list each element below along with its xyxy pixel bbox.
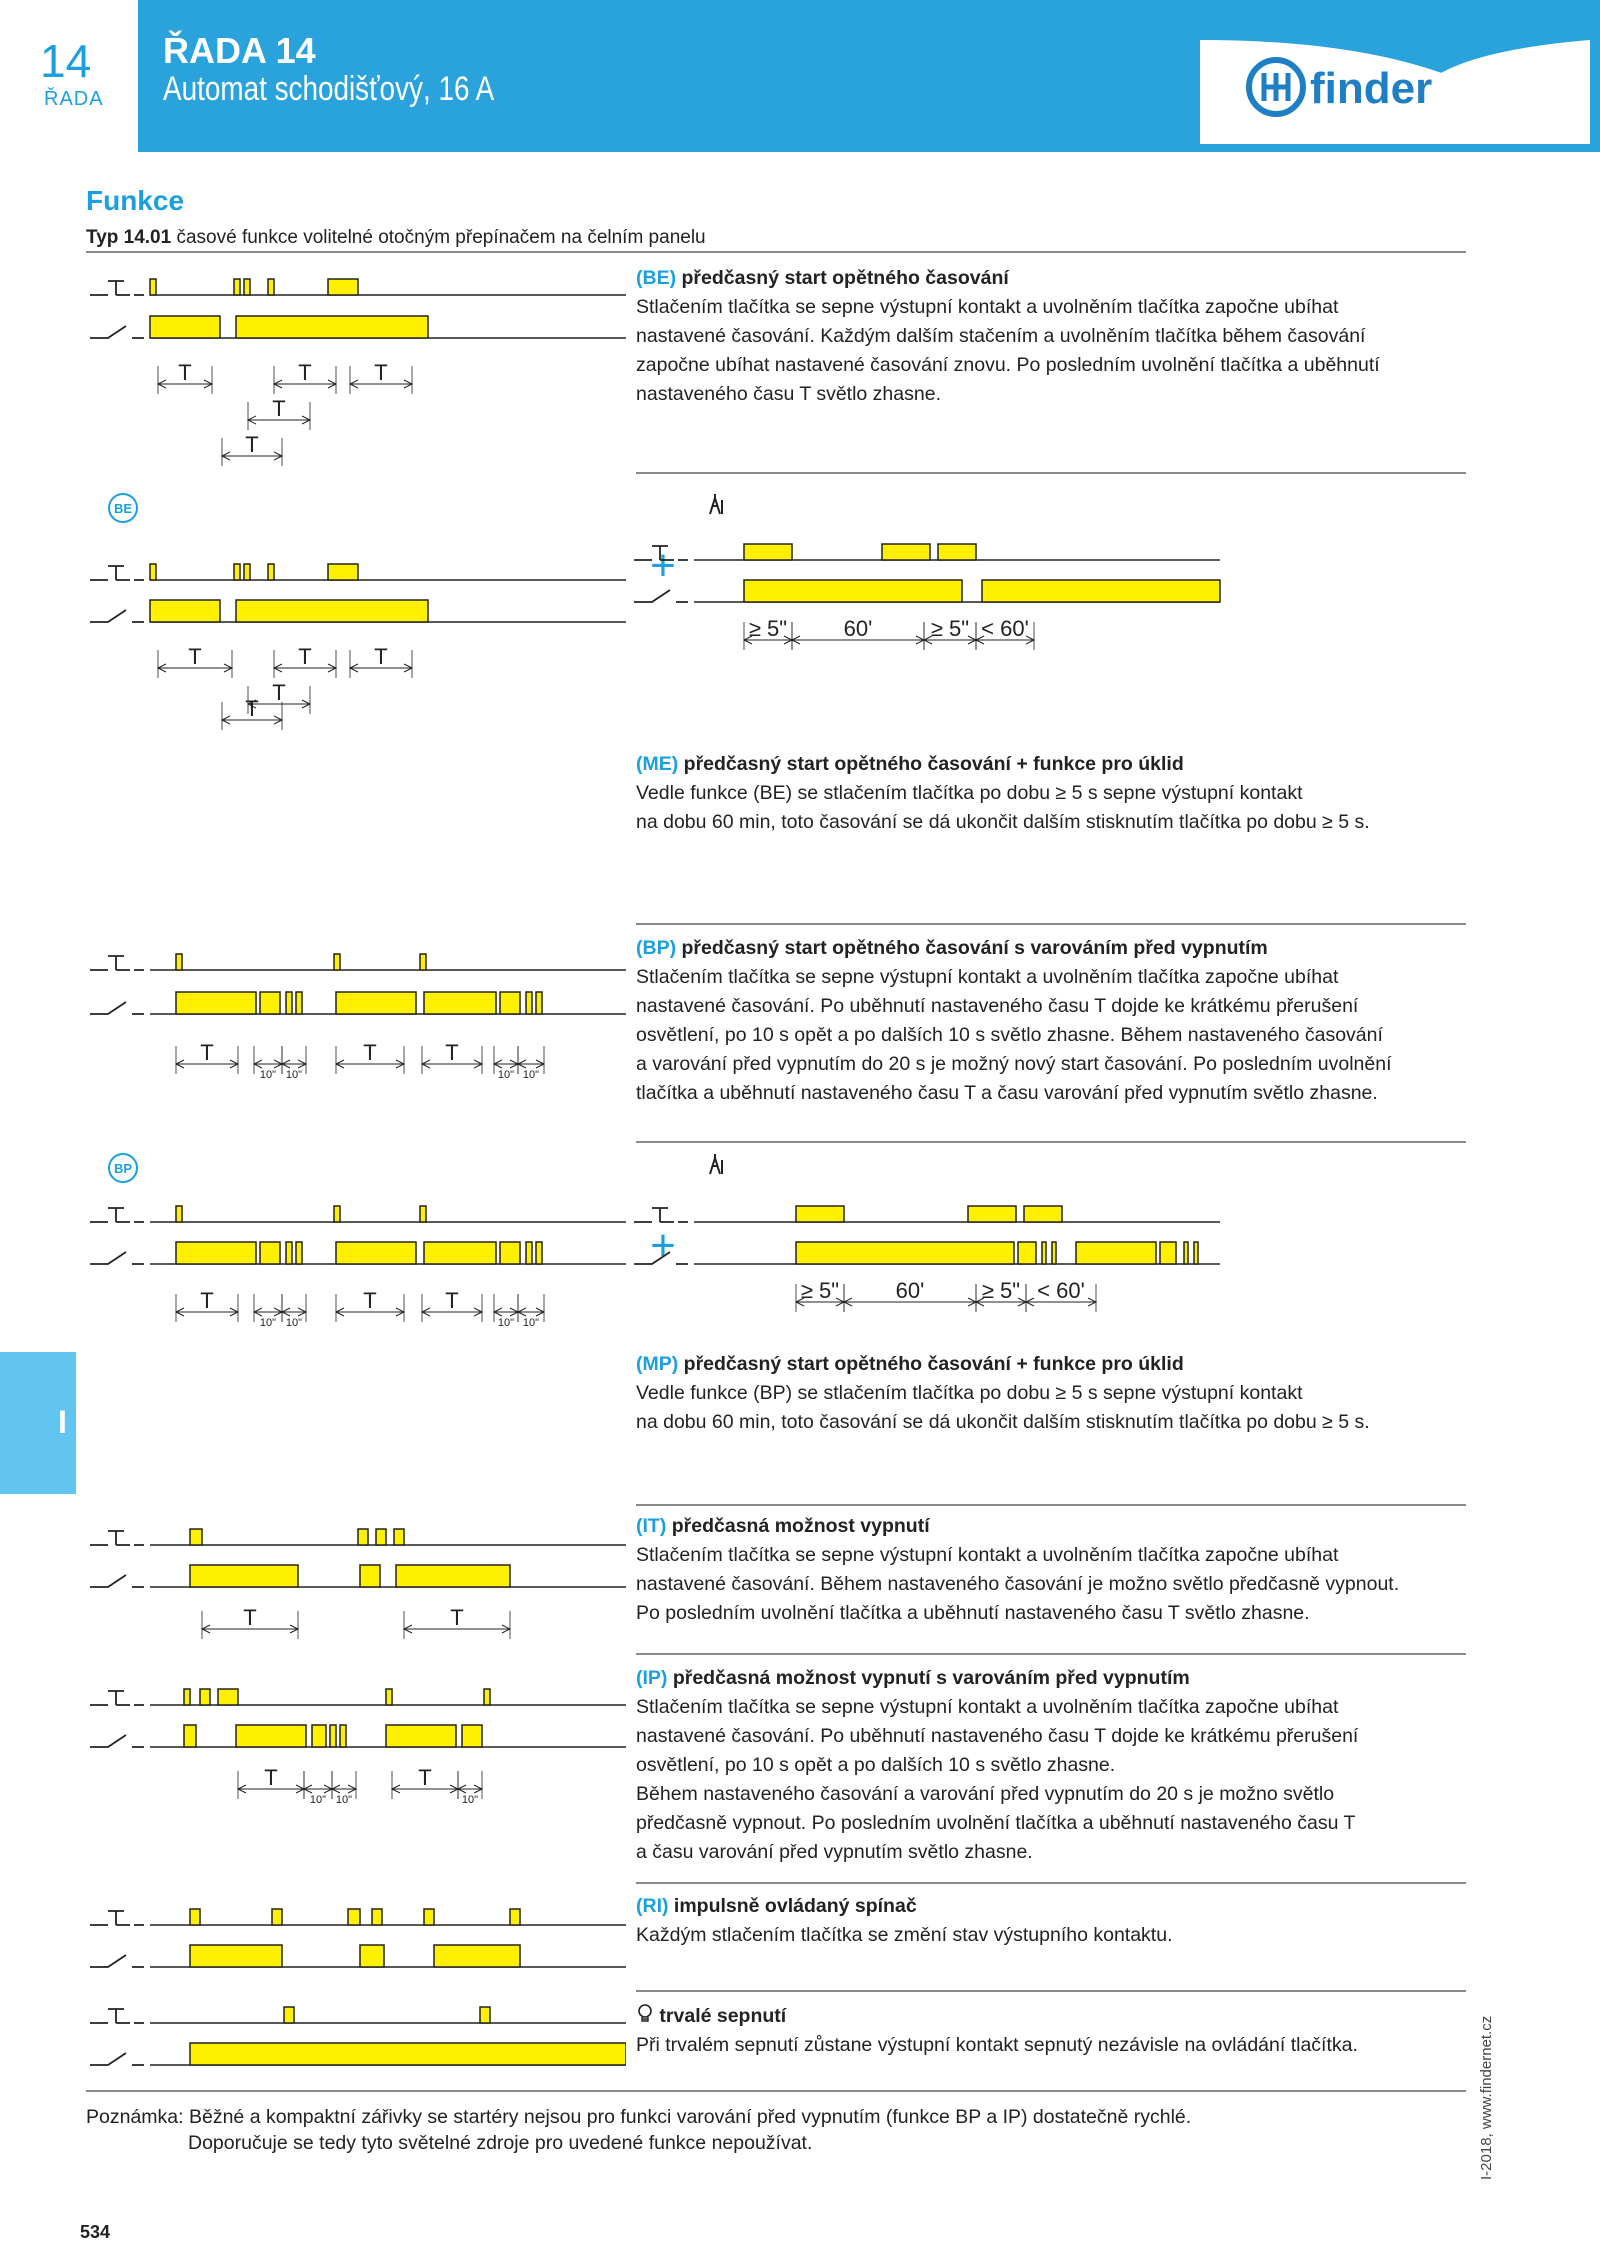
signal-pulse bbox=[1184, 1242, 1188, 1264]
divider bbox=[636, 1882, 1466, 1884]
signal-pulse bbox=[176, 992, 256, 1014]
signal-pulse bbox=[184, 1725, 196, 1747]
signal-pulse bbox=[376, 1529, 386, 1545]
signal-pulse bbox=[336, 1242, 416, 1264]
signal-pulse bbox=[536, 1242, 542, 1264]
signal-pulse bbox=[796, 1206, 844, 1222]
signal-pulse bbox=[744, 580, 962, 602]
contact-symbol bbox=[90, 1252, 144, 1264]
dimension-label: T bbox=[363, 1288, 377, 1313]
signal-pulse bbox=[190, 1909, 200, 1925]
signal-pulse bbox=[286, 992, 292, 1014]
dimension-label: T bbox=[245, 432, 259, 457]
signal-pulse bbox=[260, 1242, 280, 1264]
pushbutton-symbol bbox=[90, 1691, 144, 1705]
dimension-label: T bbox=[418, 1765, 432, 1790]
function-desc-line: Stlačením tlačítka se sepne výstupní kontakt a uvolněním tlačítka započne ubíhat bbox=[636, 1544, 1339, 1566]
dimension-label-small: 10" bbox=[285, 1317, 303, 1329]
plus-sign: + bbox=[650, 1221, 676, 1270]
contact-symbol bbox=[90, 1002, 144, 1014]
function-mp-text bbox=[636, 1350, 1466, 1437]
signal-pulse bbox=[268, 279, 274, 295]
page-number: 534 bbox=[80, 2222, 111, 2242]
dimension-label: T bbox=[272, 396, 286, 421]
vertical-footer-text: I-2018, www.findernet.cz bbox=[1478, 2015, 1495, 2180]
dimension-label: 60' bbox=[895, 1278, 925, 1303]
dimension-label-small: 10" bbox=[497, 1069, 515, 1081]
divider bbox=[636, 1141, 1466, 1143]
signal-pulse bbox=[968, 1206, 1016, 1222]
contact-symbol bbox=[634, 590, 688, 602]
timing-diagram-be bbox=[86, 260, 626, 470]
dimension-label: T bbox=[178, 360, 192, 385]
dimension-label: T bbox=[298, 644, 312, 669]
dimension-label-small: 10" bbox=[309, 1794, 327, 1805]
signal-pulse bbox=[796, 1242, 1014, 1264]
signal-pulse bbox=[218, 1689, 238, 1705]
dimension-label: ≥ 5" bbox=[748, 616, 788, 641]
dimension-label: < 60' bbox=[981, 616, 1029, 641]
dimension-label: ≥ 5" bbox=[930, 616, 970, 641]
function-code: (MP) bbox=[636, 1353, 679, 1375]
side-tab-label: I bbox=[58, 1404, 67, 1440]
signal-pulse bbox=[234, 564, 240, 580]
signal-pulse bbox=[360, 1565, 380, 1587]
signal-pulse bbox=[1160, 1242, 1176, 1264]
signal-pulse bbox=[420, 1206, 426, 1222]
pushbutton-symbol bbox=[90, 281, 144, 295]
footnote bbox=[86, 2102, 1191, 2132]
dimension-label-small: 10" bbox=[522, 1069, 540, 1081]
function-desc-line: osvětlení, po 10 s opět a po dalších 10 s světlo zhasne. Během nastaveného časování bbox=[636, 1024, 1383, 1046]
signal-pulse bbox=[286, 1242, 292, 1264]
footnote-line1: Běžné a kompaktní zářivky se startéry nejsou pro funkci varování před vypnutím (funkce BP a IP) dostatečně rychlé. bbox=[183, 2106, 1192, 2128]
function-code: (IP) bbox=[636, 1667, 668, 1689]
signal-pulse bbox=[236, 316, 428, 338]
function-desc-line: a varování před vypnutím do 20 s je možný nový start časování. Po posledním uvolnění bbox=[636, 1053, 1392, 1075]
function-code: (IT) bbox=[636, 1515, 667, 1537]
signal-pulse bbox=[336, 992, 416, 1014]
signal-pulse bbox=[420, 954, 426, 970]
signal-pulse bbox=[1042, 1242, 1046, 1264]
header-series-box bbox=[0, 0, 138, 150]
timing-diagram-ri bbox=[86, 1895, 626, 1995]
contact-symbol bbox=[90, 1575, 144, 1587]
footnote-line2: Doporučuje se tedy tyto světelné zdroje pro uvedené funkce nepoužívat. bbox=[188, 2132, 813, 2154]
plus-sign: + bbox=[650, 541, 676, 590]
svg-text:finder: finder bbox=[1310, 64, 1433, 113]
function-desc-line: nastavené časování. Během nastaveného časování je možno světlo předčasně vypnout. bbox=[636, 1573, 1400, 1595]
dimension-label-small: 10" bbox=[259, 1069, 277, 1081]
signal-pulse bbox=[1024, 1206, 1062, 1222]
signal-pulse bbox=[340, 1725, 346, 1747]
signal-pulse bbox=[200, 1689, 210, 1705]
signal-pulse bbox=[296, 1242, 302, 1264]
signal-pulse bbox=[260, 992, 280, 1014]
page-subtitle: Automat schodišťový, 16 A bbox=[163, 70, 495, 108]
dimension-label: T bbox=[363, 1040, 377, 1065]
signal-pulse bbox=[150, 600, 220, 622]
signal-pulse bbox=[284, 2007, 294, 2023]
function-desc-line: Vedle funkce (BE) se stlačením tlačítka po dobu ≥ 5 s sepne výstupní kontakt bbox=[636, 782, 1303, 804]
section-subtitle-type: Typ 14.01 bbox=[86, 227, 172, 248]
dimension-label: T bbox=[243, 1605, 257, 1630]
signal-pulse bbox=[184, 1689, 190, 1705]
dimension-label-small: 10" bbox=[497, 1317, 515, 1329]
signal-pulse bbox=[176, 954, 182, 970]
signal-pulse bbox=[1194, 1242, 1198, 1264]
signal-pulse bbox=[348, 1909, 360, 1925]
function-title: předčasná možnost vypnutí s varováním před vypnutím bbox=[667, 1667, 1190, 1689]
function-bp-text bbox=[636, 934, 1466, 1108]
function-desc-line: Vedle funkce (BP) se stlačením tlačítka po dobu ≥ 5 s sepne výstupní kontakt bbox=[636, 1382, 1303, 1404]
signal-pulse bbox=[244, 564, 250, 580]
dimension-label: ≥ 5" bbox=[800, 1278, 840, 1303]
signal-pulse bbox=[272, 1909, 282, 1925]
signal-pulse bbox=[526, 992, 532, 1014]
signal-pulse bbox=[462, 1725, 482, 1747]
function-badge-label: BP bbox=[113, 1161, 133, 1176]
signal-pulse bbox=[190, 1565, 298, 1587]
dimension-label: T bbox=[450, 1605, 464, 1630]
pushbutton-symbol bbox=[90, 2009, 144, 2023]
dimension-label: T bbox=[188, 644, 202, 669]
dimension-label: T bbox=[200, 1040, 214, 1065]
function-desc-line: nastavené časování. Po uběhnutí nastaveného času T dojde ke krátkému přerušení bbox=[636, 1725, 1359, 1747]
signal-pulse bbox=[484, 1689, 490, 1705]
pushbutton-symbol bbox=[90, 956, 144, 970]
function-desc-line: a času varování před vypnutím světlo zhasne. bbox=[636, 1841, 1033, 1863]
dimension-label: T bbox=[374, 360, 388, 385]
signal-pulse bbox=[526, 1242, 532, 1264]
signal-pulse bbox=[150, 316, 220, 338]
bulb-icon bbox=[636, 2003, 654, 2025]
timing-diagram-permanent bbox=[86, 1995, 626, 2090]
signal-pulse bbox=[328, 279, 358, 295]
cleaning-person-icon bbox=[710, 494, 722, 514]
dimension-label-small: 10" bbox=[461, 1794, 479, 1805]
signal-pulse bbox=[386, 1725, 456, 1747]
finder-logo bbox=[1200, 40, 1590, 144]
contact-symbol bbox=[90, 326, 144, 338]
series-word: ŘADA bbox=[44, 88, 104, 110]
signal-pulse bbox=[424, 992, 496, 1014]
timing-diagram-be-full bbox=[86, 490, 626, 730]
dimension-label: < 60' bbox=[1037, 1278, 1085, 1303]
signal-pulse bbox=[150, 279, 156, 295]
function-desc-line: Každým stlačením tlačítka se změní stav výstupního kontaktu. bbox=[636, 1924, 1173, 1946]
timing-diagram-bp bbox=[86, 930, 626, 1100]
cleaning-person-icon bbox=[710, 1154, 722, 1174]
page-title: ŘADA 14 bbox=[163, 30, 316, 71]
signal-pulse bbox=[358, 1529, 368, 1545]
function-badge-label: BE bbox=[113, 501, 133, 516]
dimension-label: T bbox=[200, 1288, 214, 1313]
contact-symbol bbox=[90, 2053, 144, 2065]
signal-pulse bbox=[236, 1725, 306, 1747]
function-code: (BP) bbox=[636, 937, 677, 959]
signal-pulse bbox=[334, 954, 340, 970]
contact-symbol bbox=[90, 1955, 144, 1967]
signal-pulse bbox=[360, 1945, 384, 1967]
function-me-text bbox=[636, 750, 1466, 837]
pushbutton-symbol bbox=[634, 1208, 688, 1222]
function-desc-line: na dobu 60 min, toto časování se dá ukončit dalším stisknutím tlačítka po dobu ≥ 5 s. bbox=[636, 1411, 1370, 1433]
timing-diagram-ip bbox=[86, 1665, 626, 1805]
signal-pulse bbox=[424, 1909, 434, 1925]
function-code: (RI) bbox=[636, 1895, 669, 1917]
function-desc-line: nastavené časování. Po uběhnutí nastaveného času T dojde ke krátkému přerušení bbox=[636, 995, 1359, 1017]
function-desc-line: nastavené časování. Každým dalším stačením a uvolněním tlačítka během časování bbox=[636, 325, 1366, 347]
signal-pulse bbox=[330, 1725, 336, 1747]
signal-pulse bbox=[234, 279, 240, 295]
signal-pulse bbox=[190, 1529, 202, 1545]
function-desc-line: předčasně vypnout. Po posledním uvolnění tlačítka a uběhnutí nastaveného času T bbox=[636, 1812, 1356, 1834]
function-title: předčasný start opětného časování s varováním před vypnutím bbox=[676, 937, 1268, 959]
function-title: předčasný start opětného časování + funkce pro úklid bbox=[678, 1353, 1184, 1375]
dimension-label-small: 10" bbox=[285, 1069, 303, 1081]
signal-pulse bbox=[296, 992, 302, 1014]
signal-pulse bbox=[744, 544, 792, 560]
function-desc-line: Po posledním uvolnění tlačítka a uběhnutí nastaveného času T světlo zhasne. bbox=[636, 1602, 1310, 1624]
function-desc-line: Stlačením tlačítka se sepne výstupní kontakt a uvolněním tlačítka započne ubíhat bbox=[636, 966, 1339, 988]
signal-pulse bbox=[536, 992, 542, 1014]
function-desc-line: Stlačením tlačítka se sepne výstupní kontakt a uvolněním tlačítka započne ubíhat bbox=[636, 1696, 1339, 1718]
signal-pulse bbox=[396, 1565, 510, 1587]
signal-pulse bbox=[190, 1945, 282, 1967]
signal-pulse bbox=[510, 1909, 520, 1925]
signal-pulse bbox=[480, 2007, 490, 2023]
signal-pulse bbox=[394, 1529, 404, 1545]
signal-pulse bbox=[1052, 1242, 1056, 1264]
series-number: 14 bbox=[40, 35, 92, 87]
function-perm-text bbox=[636, 2002, 1466, 2060]
dimension-label: 60' bbox=[843, 616, 873, 641]
divider bbox=[86, 251, 1466, 253]
dimension-label-small: 10" bbox=[522, 1317, 540, 1329]
timing-diagram-me bbox=[630, 490, 1230, 660]
timing-diagram-it bbox=[86, 1505, 626, 1645]
function-desc-line: Stlačením tlačítka se sepne výstupní kontakt a uvolněním tlačítka započne ubíhat bbox=[636, 296, 1339, 318]
signal-pulse bbox=[982, 580, 1220, 602]
function-desc-line: započne ubíhat nastavené časování znovu. Po posledním uvolnění tlačítka a uběhnutí bbox=[636, 354, 1380, 376]
function-be-text bbox=[636, 264, 1466, 409]
dimension-label: T bbox=[245, 696, 259, 721]
signal-pulse bbox=[328, 564, 358, 580]
signal-pulse bbox=[500, 992, 520, 1014]
signal-pulse bbox=[150, 564, 156, 580]
section-title: Funkce bbox=[86, 185, 185, 216]
function-code: (BE) bbox=[636, 267, 677, 289]
dimension-label: T bbox=[272, 680, 286, 705]
divider bbox=[636, 1653, 1466, 1655]
signal-pulse bbox=[312, 1725, 326, 1747]
pushbutton-symbol bbox=[90, 566, 144, 580]
signal-pulse bbox=[386, 1689, 392, 1705]
side-tab bbox=[0, 1352, 76, 1494]
function-desc-line: Při trvalém sepnutí zůstane výstupní kontakt sepnutý nezávisle na ovládání tlačítka. bbox=[636, 2034, 1358, 2056]
function-desc-line: nastaveného času T světlo zhasne. bbox=[636, 383, 941, 405]
section-subtitle-rest: časové funkce volitelné otočným přepínačem na čelním panelu bbox=[171, 227, 706, 248]
function-ip-text bbox=[636, 1664, 1466, 1867]
section-subtitle bbox=[86, 227, 706, 249]
dimension-label-small: 10" bbox=[335, 1794, 353, 1805]
dimension-label: T bbox=[264, 1765, 278, 1790]
timing-diagram-bp-full bbox=[86, 1150, 626, 1340]
divider bbox=[636, 923, 1466, 925]
dimension-label: T bbox=[445, 1288, 459, 1313]
function-title: předčasný start opětného časování + funkce pro úklid bbox=[678, 753, 1184, 775]
function-desc-line: tlačítka a uběhnutí nastaveného času T a času varování před vypnutím světlo zhasne. bbox=[636, 1082, 1378, 1104]
divider bbox=[636, 472, 1466, 474]
function-title: impulsně ovládaný spínač bbox=[668, 1895, 917, 1917]
dimension-label: ≥ 5" bbox=[981, 1278, 1021, 1303]
signal-pulse bbox=[1076, 1242, 1156, 1264]
signal-pulse bbox=[176, 1242, 256, 1264]
contact-symbol bbox=[90, 1735, 144, 1747]
dimension-label: T bbox=[298, 360, 312, 385]
function-it-text bbox=[636, 1512, 1466, 1628]
function-desc-line: Během nastaveného časování a varování před vypnutím do 20 s je možno světlo bbox=[636, 1783, 1335, 1805]
signal-pulse bbox=[882, 544, 930, 560]
function-title: předčasný start opětného časování bbox=[676, 267, 1009, 289]
signal-pulse bbox=[334, 1206, 340, 1222]
function-title: trvalé sepnutí bbox=[654, 2005, 787, 2027]
signal-pulse bbox=[1018, 1242, 1036, 1264]
pushbutton-symbol bbox=[90, 1531, 144, 1545]
dimension-label: T bbox=[445, 1040, 459, 1065]
signal-pulse bbox=[176, 1206, 182, 1222]
signal-pulse bbox=[372, 1909, 382, 1925]
function-title: předčasná možnost vypnutí bbox=[666, 1515, 930, 1537]
function-ri-text bbox=[636, 1892, 1466, 1950]
signal-pulse bbox=[938, 544, 976, 560]
dimension-label-small: 10" bbox=[259, 1317, 277, 1329]
divider bbox=[636, 1504, 1466, 1506]
signal-pulse bbox=[236, 600, 428, 622]
pushbutton-symbol bbox=[90, 1208, 144, 1222]
signal-pulse bbox=[434, 1945, 520, 1967]
signal-pulse bbox=[500, 1242, 520, 1264]
signal-pulse bbox=[244, 279, 250, 295]
dimension-label: T bbox=[374, 644, 388, 669]
function-code: (ME) bbox=[636, 753, 679, 775]
contact-symbol bbox=[90, 610, 144, 622]
pushbutton-symbol bbox=[90, 1911, 144, 1925]
timing-diagram-mp bbox=[630, 1150, 1230, 1340]
signal-pulse bbox=[268, 564, 274, 580]
divider bbox=[636, 1990, 1466, 1992]
footnote-label: Poznámka: bbox=[86, 2106, 184, 2128]
signal-pulse bbox=[424, 1242, 496, 1264]
function-desc-line: na dobu 60 min, toto časování se dá ukončit dalším stisknutím tlačítka po dobu ≥ 5 s. bbox=[636, 811, 1370, 833]
function-desc-line: osvětlení, po 10 s opět a po dalších 10 s světlo zhasne. bbox=[636, 1754, 1116, 1776]
divider bbox=[86, 2090, 1466, 2092]
signal-pulse bbox=[190, 2043, 626, 2065]
